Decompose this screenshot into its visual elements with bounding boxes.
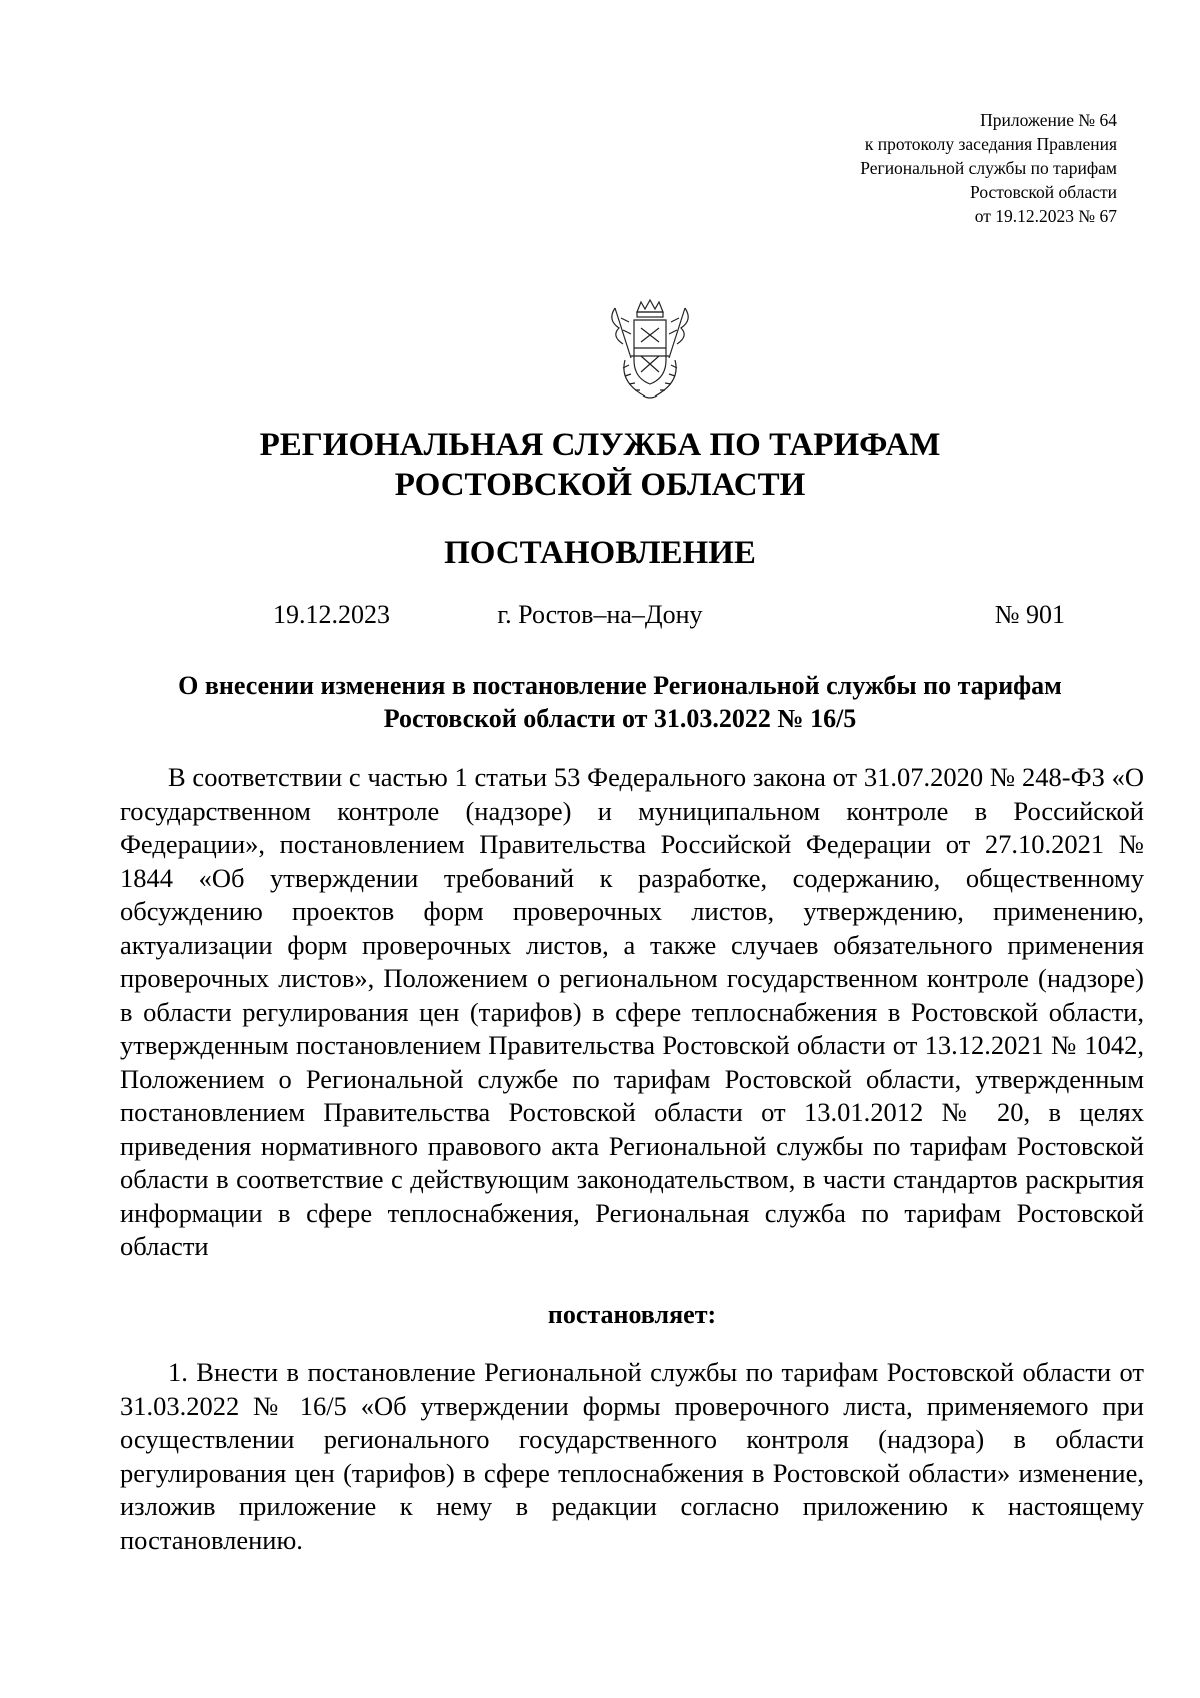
document-subject-line2: Ростовской области от 31.03.2022 № 16/5 xyxy=(383,704,857,733)
annex-line: от 19.12.2023 № 67 xyxy=(974,206,1117,226)
document-number: № 901 xyxy=(994,600,1065,629)
annex-line: Приложение № 64 xyxy=(980,110,1117,130)
rostov-oblast-coat-of-arms-icon xyxy=(601,298,699,404)
annex-line: Региональной службы по тарифам xyxy=(860,158,1117,178)
annex-line: к протоколу заседания Правления xyxy=(864,134,1117,154)
document-type: ПОСТАНОВЛЕНИЕ xyxy=(444,535,756,571)
annex-line: Ростовской области xyxy=(970,182,1117,202)
organization-name xyxy=(0,425,1200,505)
decree-word: постановляет: xyxy=(547,1300,717,1329)
document-subject-line1: О внесении изменения в постановление Региональной службы по тарифам xyxy=(178,671,1062,700)
document-subject xyxy=(120,669,1120,735)
preamble-block xyxy=(120,761,1144,1264)
document-date: 19.12.2023 xyxy=(273,600,390,629)
decision-block xyxy=(120,1356,1144,1557)
preamble-paragraph: В соответствии с частью 1 статьи 53 Федерального закона от 31.07.2020 № 248-ФЗ «О государственном контроле (надзоре) и муниципальном контроле в Российской Федерации», постановлением Правительства Российской Федерации от 27.10.2021 № 1844 «Об утверждении требований к разработке, содержанию, общественному обсуждению проектов форм проверочных листов, утверждению, применению, актуализации форм проверочных листов, а также случаев обязательного применения проверочных листов», Положением о региональном государственном контроле (надзоре) в области регулирования цен (тарифов) в сфере теплоснабжения в Ростовской области, утвержденным постановлением Правительства Ростовской области от 13.12.2021 № 1042, Положением о Региональной службе по тарифам Ростовской области, утвержденным постановлением Правительства Ростовской области от 13.01.2012 № 20, в целях приведения нормативного правового акта Региональной службы по тарифам Ростовской области в соответствие с действующим законодательством, в части стандартов раскрытия информации в сфере теплоснабжения, Региональная служба по тарифам Ростовской области xyxy=(120,762,1144,1261)
organization-name-line2: РОСТОВСКОЙ ОБЛАСТИ xyxy=(394,467,806,503)
organization-name-line1: РЕГИОНАЛЬНАЯ СЛУЖБА ПО ТАРИФАМ xyxy=(259,427,941,463)
decision-item-1: 1. Внести в постановление Региональной службы по тарифам Ростовской области от 31.03.2022 № 16/5 «Об утверждении формы проверочного листа, применяемого при осуществлении регионального государственного контроля (надзора) в области регулирования цен (тарифов) в сфере теплоснабжения в Ростовской области» изменение, изложив приложение к нему в редакции согласно приложению к настоящему постановлению. xyxy=(120,1357,1144,1555)
document-meta xyxy=(0,598,1200,632)
document-city: г. Ростов–на–Дону xyxy=(497,600,703,629)
annex-stamp xyxy=(860,108,1117,228)
